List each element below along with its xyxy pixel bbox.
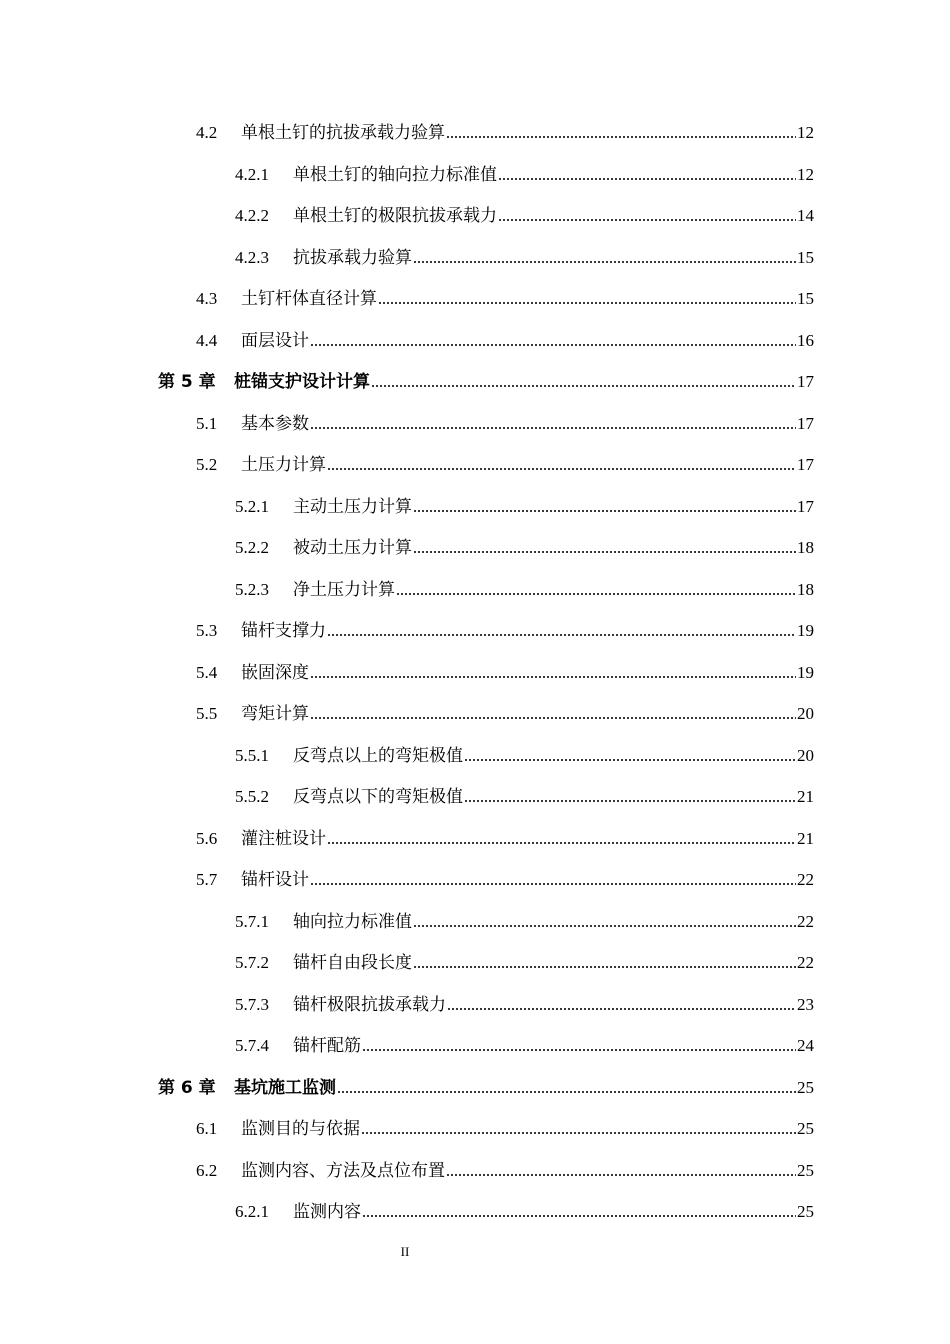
toc-entry-title: 锚杆配筋 xyxy=(293,1036,361,1056)
toc-entry-number: 5.5.2 xyxy=(235,787,269,806)
toc-entry-number: 5.7.3 xyxy=(235,995,269,1014)
toc-entry-number: 5.7.2 xyxy=(235,953,269,972)
toc-entry-title: 净土压力计算 xyxy=(293,580,395,600)
toc-entry-title: 监测内容、方法及点位布置 xyxy=(241,1161,445,1181)
toc-entry-page: 20 xyxy=(797,746,814,765)
toc-entry-page: 23 xyxy=(797,995,814,1014)
toc-dot-leader xyxy=(327,467,796,471)
toc-entry-page: 25 xyxy=(797,1202,814,1221)
toc-entry-page: 22 xyxy=(797,912,814,931)
toc-dot-leader xyxy=(327,841,796,845)
toc-entry-title: 抗拔承载力验算 xyxy=(293,248,412,268)
toc-entry-number: 5.7.1 xyxy=(235,912,269,931)
toc-entry-page: 20 xyxy=(797,704,814,723)
toc-entry[interactable] xyxy=(235,948,814,974)
toc-dot-leader xyxy=(446,1173,796,1177)
toc-entry-title: 土钉杆体直径计算 xyxy=(241,289,377,309)
toc-dot-leader xyxy=(396,592,796,596)
toc-entry-title: 嵌固深度 xyxy=(241,663,309,683)
toc-dot-leader xyxy=(310,675,796,679)
toc-entry-number: 第 5 章 xyxy=(158,372,216,392)
toc-entry-number: 4.3 xyxy=(196,289,218,308)
toc-entry-title: 锚杆自由段长度 xyxy=(293,953,412,973)
toc-entry[interactable] xyxy=(235,1031,814,1057)
toc-entry[interactable] xyxy=(196,326,814,352)
toc-entry-page: 21 xyxy=(797,829,814,848)
toc-entry[interactable] xyxy=(235,782,814,808)
toc-dot-leader xyxy=(327,633,796,637)
toc-dot-leader xyxy=(413,509,796,513)
toc-dot-leader xyxy=(446,135,796,139)
toc-entry-number: 4.2.2 xyxy=(235,206,269,225)
toc-entry-number: 6.2 xyxy=(196,1161,218,1180)
toc-chapter-entry[interactable] xyxy=(158,367,814,393)
toc-entry[interactable] xyxy=(235,1197,814,1223)
toc-dot-leader xyxy=(310,882,796,886)
toc-dot-leader xyxy=(362,1048,796,1052)
toc-entry[interactable] xyxy=(235,907,814,933)
toc-entry-number: 5.7 xyxy=(196,870,218,889)
toc-entry-title: 单根土钉的轴向拉力标准值 xyxy=(293,165,497,185)
toc-entry-page: 25 xyxy=(797,1119,814,1138)
toc-entry-number: 5.2 xyxy=(196,455,218,474)
toc-entry-number: 5.7.4 xyxy=(235,1036,269,1055)
toc-entry-number: 5.2.3 xyxy=(235,580,269,599)
toc-entry-number: 5.1 xyxy=(196,414,218,433)
toc-entry-title: 监测内容 xyxy=(293,1202,361,1222)
toc-entry-title: 单根土钉的极限抗拔承载力 xyxy=(293,206,497,226)
toc-entry-page: 16 xyxy=(797,331,814,350)
toc-entry-number: 4.2 xyxy=(196,123,218,142)
toc-entry-page: 22 xyxy=(797,870,814,889)
toc-entry-number: 6.1 xyxy=(196,1119,218,1138)
toc-entry-number: 5.5.1 xyxy=(235,746,269,765)
toc-entry[interactable] xyxy=(235,243,814,269)
toc-dot-leader xyxy=(413,924,796,928)
toc-entry[interactable] xyxy=(196,118,814,144)
toc-entry-page: 17 xyxy=(797,455,814,474)
toc-entry-title: 桩锚支护设计计算 xyxy=(234,372,370,392)
toc-entry-page: 24 xyxy=(797,1036,814,1055)
toc-entry-number: 5.5 xyxy=(196,704,218,723)
toc-entry-page: 22 xyxy=(797,953,814,972)
toc-entry-page: 18 xyxy=(797,538,814,557)
toc-entry[interactable] xyxy=(235,533,814,559)
toc-entry[interactable] xyxy=(196,1156,814,1182)
toc-dot-leader xyxy=(378,301,796,305)
toc-dot-leader xyxy=(464,799,796,803)
toc-entry-number: 5.4 xyxy=(196,663,218,682)
toc-entry-title: 灌注桩设计 xyxy=(241,829,326,849)
toc-dot-leader xyxy=(310,426,796,430)
toc-entry[interactable] xyxy=(196,658,814,684)
toc-dot-leader xyxy=(337,1090,796,1094)
toc-entry[interactable] xyxy=(235,201,814,227)
toc-dot-leader xyxy=(413,965,796,969)
toc-entry[interactable] xyxy=(235,990,814,1016)
toc-entry-page: 12 xyxy=(797,123,814,142)
toc-entry-title: 反弯点以下的弯矩极值 xyxy=(293,787,463,807)
toc-entry-page: 19 xyxy=(797,621,814,640)
toc-entry[interactable] xyxy=(235,741,814,767)
toc-entry[interactable] xyxy=(196,1114,814,1140)
page-number-footer: II xyxy=(400,1244,410,1259)
toc-entry[interactable] xyxy=(196,699,814,725)
toc-entry-title: 监测目的与依据 xyxy=(241,1119,360,1139)
toc-entry-page: 15 xyxy=(797,248,814,267)
toc-entry-number: 5.6 xyxy=(196,829,218,848)
toc-dot-leader xyxy=(413,260,796,264)
toc-entry-title: 锚杆设计 xyxy=(241,870,309,890)
toc-dot-leader xyxy=(447,1007,796,1011)
toc-dot-leader xyxy=(498,177,796,181)
toc-entry[interactable] xyxy=(196,824,814,850)
toc-dot-leader xyxy=(310,716,796,720)
toc-entry-page: 12 xyxy=(797,165,814,184)
toc-entry[interactable] xyxy=(196,616,814,642)
toc-entry-title: 反弯点以上的弯矩极值 xyxy=(293,746,463,766)
toc-entry-page: 21 xyxy=(797,787,814,806)
toc-dot-leader xyxy=(361,1131,796,1135)
toc-entry[interactable] xyxy=(196,409,814,435)
toc-entry-number: 4.2.3 xyxy=(235,248,269,267)
toc-entry-title: 单根土钉的抗拔承载力验算 xyxy=(241,123,445,143)
toc-entry-title: 主动土压力计算 xyxy=(293,497,412,517)
toc-entry-page: 19 xyxy=(797,663,814,682)
toc-entry[interactable] xyxy=(196,450,814,476)
toc-chapter-entry[interactable] xyxy=(158,1073,814,1099)
toc-dot-leader xyxy=(464,758,796,762)
toc-entry-page: 15 xyxy=(797,289,814,308)
toc-entry-page: 17 xyxy=(797,414,814,433)
toc-entry-page: 17 xyxy=(797,497,814,516)
toc-entry-number: 5.3 xyxy=(196,621,218,640)
toc-dot-leader xyxy=(310,343,796,347)
toc-entry-number: 5.2.2 xyxy=(235,538,269,557)
toc-entry-number: 4.4 xyxy=(196,331,218,350)
toc-entry[interactable] xyxy=(235,575,814,601)
toc-entry[interactable] xyxy=(235,160,814,186)
toc-entry-title: 轴向拉力标准值 xyxy=(293,912,412,932)
toc-entry-page: 25 xyxy=(797,1078,814,1097)
toc-entry-title: 锚杆极限抗拔承载力 xyxy=(293,995,446,1015)
toc-entry[interactable] xyxy=(196,284,814,310)
toc-entry-title: 基本参数 xyxy=(241,414,309,434)
toc-entry-title: 弯矩计算 xyxy=(241,704,309,724)
toc-dot-leader xyxy=(362,1214,796,1218)
toc-dot-leader xyxy=(413,550,796,554)
toc-dot-leader xyxy=(498,218,796,222)
toc-entry-title: 锚杆支撑力 xyxy=(241,621,326,641)
toc-dot-leader xyxy=(371,384,796,388)
toc-entry-page: 25 xyxy=(797,1161,814,1180)
toc-entry-page: 18 xyxy=(797,580,814,599)
toc-entry-title: 被动土压力计算 xyxy=(293,538,412,558)
toc-entry-number: 5.2.1 xyxy=(235,497,269,516)
toc-entry-number: 第 6 章 xyxy=(158,1078,216,1098)
toc-entry[interactable] xyxy=(196,865,814,891)
toc-entry-page: 14 xyxy=(797,206,814,225)
toc-entry-page: 17 xyxy=(797,372,814,391)
toc-entry-title: 基坑施工监测 xyxy=(234,1078,336,1098)
toc-entry-number: 6.2.1 xyxy=(235,1202,269,1221)
toc-entry-number: 4.2.1 xyxy=(235,165,269,184)
toc-entry-title: 土压力计算 xyxy=(241,455,326,475)
toc-entry[interactable] xyxy=(235,492,814,518)
toc-entry-title: 面层设计 xyxy=(241,331,309,351)
